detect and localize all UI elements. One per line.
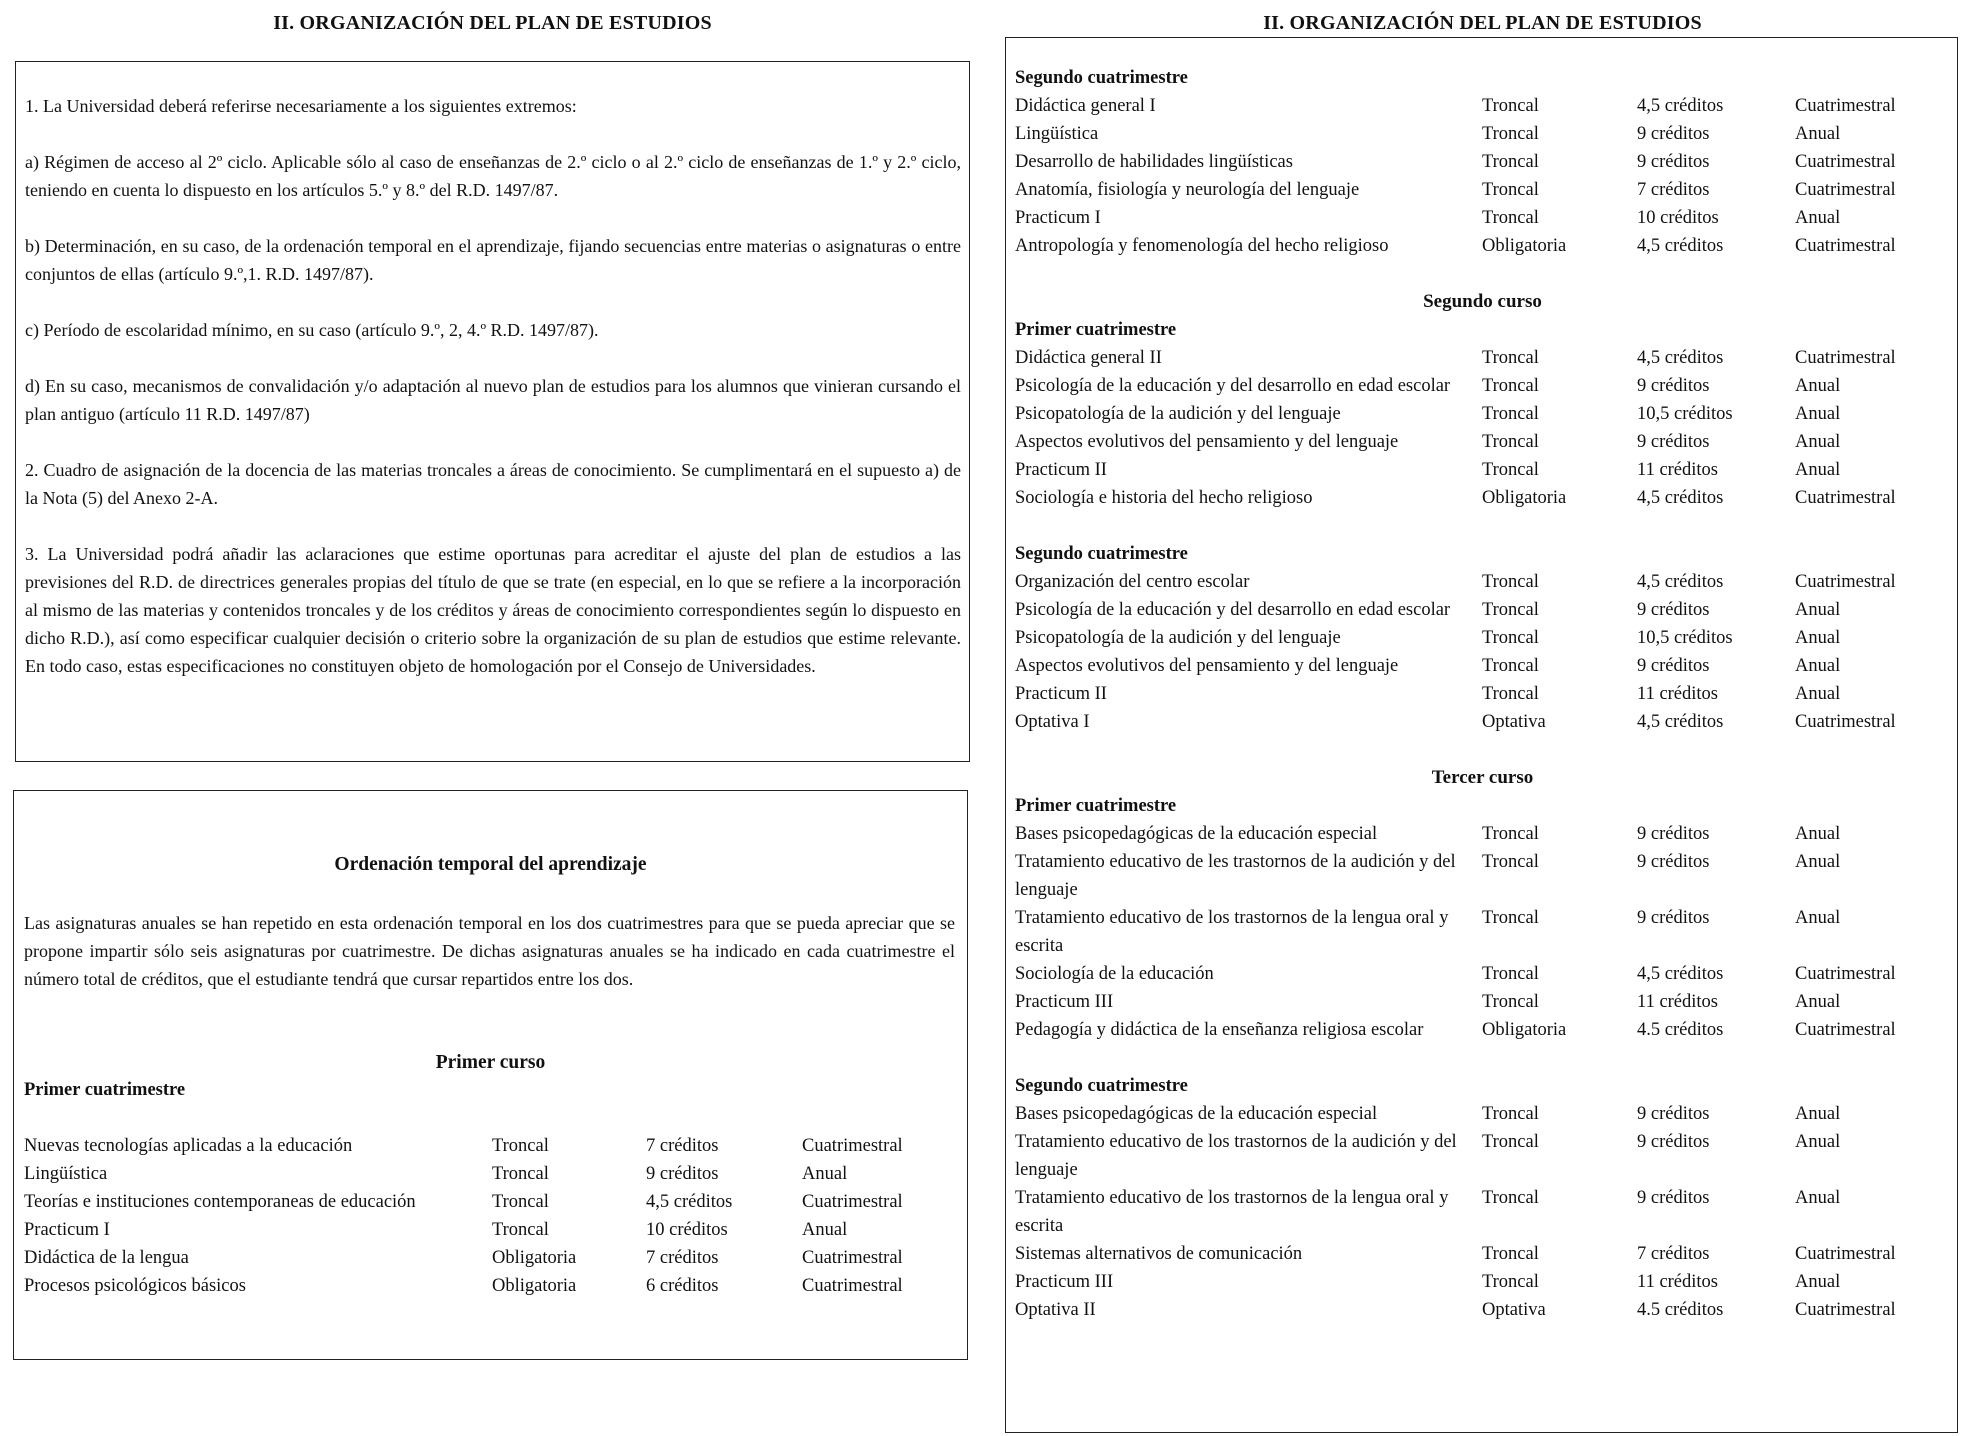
table-row [1015, 1184, 1950, 1240]
subject-credits: 4.5 créditos [1637, 1300, 1724, 1320]
subject-credits: 9 créditos [1637, 600, 1710, 620]
subject-type: Troncal [1482, 404, 1539, 424]
subject-credits: 11 créditos [1637, 460, 1719, 480]
subject-name: Tratamiento educativo de los trastornos de la audición y del lenguaje [1015, 1132, 1457, 1180]
subject-duration: Anual [1795, 1188, 1841, 1208]
subject-credits: 4,5 créditos [1637, 964, 1724, 984]
subject-type: Troncal [1482, 432, 1539, 452]
note-a: a) Régimen de acceso al 2º ciclo. Aplicable sólo al caso de enseñanzas de 2.º ciclo o al 2.º ciclo de enseñanzas de 1.º y 2.º ciclo, teniendo en cuenta lo dispuesto en los artículos 5.º y 8.º del R.D. 1497/87. [25, 152, 961, 200]
subject-duration: Cuatrimestral [802, 1248, 903, 1268]
subject-duration: Cuatrimestral [1795, 1020, 1896, 1040]
subject-name: Anatomía, fisiología y neurología del lenguaje [1015, 180, 1360, 200]
subject-type: Troncal [1482, 208, 1539, 228]
table-row [1015, 624, 1950, 652]
subject-type: Troncal [1482, 1104, 1539, 1124]
subject-type: Troncal [1482, 600, 1539, 620]
subject-type: Obligatoria [1482, 236, 1567, 256]
subject-duration: Anual [1795, 656, 1841, 676]
course-heading: Segundo curso [1423, 291, 1542, 312]
subject-name: Antropología y fenomenología del hecho religioso [1015, 236, 1389, 256]
subject-credits: 4,5 créditos [1637, 96, 1724, 116]
right-plan-content [1015, 64, 1950, 1324]
subject-duration: Anual [1795, 992, 1841, 1012]
right-plan-box [1005, 37, 1958, 1433]
subject-name: Didáctica general II [1015, 348, 1162, 368]
block-spacer [1015, 512, 1950, 540]
subject-credits: 7 créditos [646, 1136, 719, 1156]
subject-name: Nuevas tecnologías aplicadas a la educación [24, 1136, 353, 1156]
semester-heading: Segundo cuatrimestre [1015, 544, 1188, 564]
subject-credits: 11 créditos [1637, 1272, 1719, 1292]
subject-name: Practicum III [1015, 1272, 1114, 1292]
semester-heading: Primer cuatrimestre [1015, 320, 1177, 340]
table-row [1015, 848, 1950, 904]
course-heading: Tercer curso [1431, 767, 1534, 788]
subject-duration: Anual [802, 1164, 848, 1184]
subject-name: Tratamiento educativo de los trastornos de la lengua oral y escrita [1015, 1188, 1449, 1236]
subject-credits: 9 créditos [1637, 1104, 1710, 1124]
subject-type: Optativa [1482, 712, 1546, 732]
subject-name: Psicología de la educación y del desarrollo en edad escolar [1015, 376, 1451, 396]
subject-name: Didáctica de la lengua [24, 1248, 189, 1268]
table-row [1015, 904, 1950, 960]
subject-credits: 10,5 créditos [1637, 404, 1733, 424]
subject-type: Troncal [1482, 992, 1539, 1012]
subject-name: Practicum I [1015, 208, 1101, 228]
first-semester-heading: Primer cuatrimestre [24, 1080, 186, 1100]
subject-credits: 4,5 créditos [1637, 488, 1724, 508]
subject-type: Troncal [1482, 908, 1539, 928]
subject-credits: 4,5 créditos [1637, 572, 1724, 592]
subject-duration: Cuatrimestral [1795, 1300, 1896, 1320]
subject-duration: Cuatrimestral [1795, 488, 1896, 508]
subject-credits: 9 créditos [1637, 1188, 1710, 1208]
subject-type: Obligatoria [492, 1276, 577, 1296]
left-page-title: II. ORGANIZACIÓN DEL PLAN DE ESTUDIOS [273, 12, 712, 34]
subject-type: Obligatoria [1482, 488, 1567, 508]
semester-heading: Segundo cuatrimestre [1015, 1076, 1188, 1096]
subject-duration: Cuatrimestral [1795, 236, 1896, 256]
ordenacion-intro: Las asignaturas anuales se han repetido en esta ordenación temporal en los dos cuatrimestres para que se pueda apreciar que se propone impartir sólo seis asignaturas por cuatrimestre. De dichas asignaturas anuales se ha indicado en cada cuatrimestre el número total de créditos, que el estudiante tendrá que cursar repartidos entre los dos. [24, 913, 955, 989]
subject-name: Optativa II [1015, 1300, 1096, 1320]
subject-name: Psicopatología de la audición y del lenguaje [1015, 404, 1341, 424]
table-row [24, 1160, 959, 1188]
table-row [1015, 372, 1950, 400]
table-row [1015, 680, 1950, 708]
table-row [1015, 1296, 1950, 1324]
note-b: b) Determinación, en su caso, de la ordenación temporal en el aprendizaje, fijando secuencias entre materias o asignaturas o entre conjuntos de ellas (artículo 9.º,1. R.D. 1497/87). [25, 236, 961, 284]
subject-duration: Cuatrimestral [1795, 180, 1896, 200]
subject-name: Practicum III [1015, 992, 1114, 1012]
semester-heading: Segundo cuatrimestre [1015, 68, 1188, 88]
subject-credits: 9 créditos [1637, 376, 1710, 396]
table-row [24, 1272, 959, 1300]
subject-name: Aspectos evolutivos del pensamiento y del lenguaje [1015, 656, 1399, 676]
subject-credits: 4.5 créditos [1637, 1020, 1724, 1040]
note-c: c) Período de escolaridad mínimo, en su caso (artículo 9.º, 2, 4.º R.D. 1497/87). [25, 320, 599, 340]
table-row [1015, 1128, 1950, 1184]
subject-duration: Cuatrimestral [802, 1136, 903, 1156]
subject-duration: Anual [1795, 1272, 1841, 1292]
subject-type: Troncal [492, 1164, 549, 1184]
table-row [1015, 148, 1950, 176]
table-row [1015, 960, 1950, 988]
subject-credits: 9 créditos [1637, 824, 1710, 844]
table-row [24, 1216, 959, 1244]
subject-credits: 10,5 créditos [1637, 628, 1733, 648]
notes-box [15, 61, 970, 762]
subject-credits: 4,5 créditos [646, 1192, 733, 1212]
table-row [1015, 596, 1950, 624]
subject-type: Troncal [1482, 656, 1539, 676]
table-row [1015, 456, 1950, 484]
subject-credits: 11 créditos [1637, 992, 1719, 1012]
subject-duration: Anual [1795, 1104, 1841, 1124]
subject-name: Practicum II [1015, 684, 1107, 704]
table-row [1015, 232, 1950, 260]
first-course-heading: Primer curso [435, 1052, 546, 1073]
subject-name: Optativa I [1015, 712, 1090, 732]
subject-type: Troncal [1482, 376, 1539, 396]
subject-duration: Anual [1795, 628, 1841, 648]
subject-name: Organización del centro escolar [1015, 572, 1250, 592]
table-row [1015, 1100, 1950, 1128]
subject-credits: 7 créditos [646, 1248, 719, 1268]
subject-credits: 6 créditos [646, 1276, 719, 1296]
subject-name: Tratamiento educativo de les trastornos de la audición y del lenguaje [1015, 852, 1456, 900]
subject-duration: Anual [1795, 404, 1841, 424]
table-row [1015, 176, 1950, 204]
subject-name: Lingüística [24, 1164, 108, 1184]
subject-type: Troncal [1482, 96, 1539, 116]
subject-duration: Anual [1795, 600, 1841, 620]
note-1: 1. La Universidad deberá referirse necesariamente a los siguientes extremos: [25, 96, 577, 116]
subject-duration: Anual [1795, 908, 1841, 928]
subject-duration: Cuatrimestral [802, 1192, 903, 1212]
subject-type: Troncal [1482, 1244, 1539, 1264]
note-2: 2. Cuadro de asignación de la docencia de las materias troncales a áreas de conocimiento. Se cumplimentará en el supuesto a) de la Nota (5) del Anexo 2-A. [25, 460, 961, 508]
subject-type: Obligatoria [492, 1248, 577, 1268]
semester-heading: Primer cuatrimestre [1015, 796, 1177, 816]
subject-duration: Anual [1795, 208, 1841, 228]
ordenacion-box [13, 790, 968, 1360]
block-spacer [1015, 736, 1950, 764]
block-spacer [1015, 1044, 1950, 1072]
table-row [1015, 484, 1950, 512]
subject-type: Troncal [1482, 852, 1539, 872]
subject-name: Tratamiento educativo de los trastornos de la lengua oral y escrita [1015, 908, 1449, 956]
subject-name: Bases psicopedagógicas de la educación especial [1015, 824, 1378, 844]
subject-name: Procesos psicológicos básicos [24, 1276, 246, 1296]
subject-name: Psicopatología de la audición y del lenguaje [1015, 628, 1341, 648]
subject-credits: 10 créditos [646, 1220, 728, 1240]
subject-duration: Anual [1795, 824, 1841, 844]
note-d: d) En su caso, mecanismos de convalidación y/o adaptación al nuevo plan de estudios para los alumnos que vinieran cursando el plan antiguo (artículo 11 R.D. 1497/87) [25, 376, 961, 424]
subject-name: Desarrollo de habilidades lingüísticas [1015, 152, 1293, 172]
subject-type: Troncal [492, 1136, 549, 1156]
subject-name: Sistemas alternativos de comunicación [1015, 1244, 1303, 1264]
table-row [24, 1188, 959, 1216]
table-row [1015, 400, 1950, 428]
table-row [1015, 120, 1950, 148]
subject-type: Troncal [1482, 124, 1539, 144]
subject-duration: Anual [1795, 684, 1841, 704]
subject-credits: 9 créditos [1637, 1132, 1710, 1152]
subject-credits: 11 créditos [1637, 684, 1719, 704]
subject-type: Troncal [1482, 460, 1539, 480]
note-3: 3. La Universidad podrá añadir las aclaraciones que estime oportunas para acreditar el ajuste del plan de estudios a las previsiones del R.D. de directrices generales propias del título de que se trate (en especial, en lo que se refiere a la incorporación al mismo de las materias y contenidos troncales y de los créditos y áreas de conocimiento correspondientes según lo dispuesto en dicho R.D.), así como especificar cualquier decisión o criterio sobre la organización de su plan de estudios que estime relevante. En todo caso, estas especificaciones no constituyen objeto de homologación por el Consejo de Universidades. [25, 544, 961, 676]
subject-credits: 4,5 créditos [1637, 348, 1724, 368]
subject-type: Troncal [492, 1192, 549, 1212]
subject-duration: Cuatrimestral [1795, 96, 1896, 116]
subject-duration: Anual [1795, 1132, 1841, 1152]
subject-type: Troncal [1482, 348, 1539, 368]
subject-duration: Cuatrimestral [1795, 348, 1896, 368]
subject-name: Practicum II [1015, 460, 1107, 480]
subject-credits: 7 créditos [1637, 180, 1710, 200]
subject-name: Bases psicopedagógicas de la educación especial [1015, 1104, 1378, 1124]
table-row [1015, 568, 1950, 596]
subject-name: Aspectos evolutivos del pensamiento y del lenguaje [1015, 432, 1399, 452]
subject-duration: Cuatrimestral [1795, 712, 1896, 732]
subject-name: Teorías e instituciones contemporaneas de educación [24, 1192, 416, 1212]
subject-credits: 9 créditos [1637, 908, 1710, 928]
subject-type: Troncal [1482, 152, 1539, 172]
subject-name: Didáctica general I [1015, 96, 1156, 116]
subject-type: Troncal [1482, 572, 1539, 592]
table-row [24, 1132, 959, 1160]
subject-type: Obligatoria [1482, 1020, 1567, 1040]
table-row [1015, 988, 1950, 1016]
table-row [1015, 820, 1950, 848]
subject-credits: 9 créditos [646, 1164, 719, 1184]
subject-credits: 7 créditos [1637, 1244, 1710, 1264]
table-row [1015, 708, 1950, 736]
subject-name: Practicum I [24, 1220, 110, 1240]
table-row [1015, 1016, 1950, 1044]
subject-credits: 10 créditos [1637, 208, 1719, 228]
subject-credits: 4,5 créditos [1637, 236, 1724, 256]
subject-type: Troncal [1482, 964, 1539, 984]
first-course-table [24, 1132, 959, 1300]
subject-credits: 9 créditos [1637, 852, 1710, 872]
subject-type: Optativa [1482, 1300, 1546, 1320]
subject-credits: 9 créditos [1637, 656, 1710, 676]
subject-type: Troncal [1482, 1272, 1539, 1292]
subject-name: Pedagogía y didáctica de la enseñanza religiosa escolar [1015, 1020, 1424, 1040]
subject-name: Sociología de la educación [1015, 964, 1214, 984]
subject-type: Troncal [1482, 824, 1539, 844]
subject-duration: Anual [1795, 376, 1841, 396]
subject-name: Psicología de la educación y del desarrollo en edad escolar [1015, 600, 1451, 620]
subject-type: Troncal [1482, 628, 1539, 648]
subject-type: Troncal [1482, 180, 1539, 200]
subject-duration: Cuatrimestral [1795, 572, 1896, 592]
subject-duration: Anual [1795, 432, 1841, 452]
subject-type: Troncal [1482, 684, 1539, 704]
subject-duration: Anual [1795, 460, 1841, 480]
ordenacion-title: Ordenación temporal del aprendizaje [334, 854, 647, 875]
subject-credits: 9 créditos [1637, 152, 1710, 172]
subject-duration: Cuatrimestral [1795, 1244, 1896, 1264]
subject-credits: 4,5 créditos [1637, 712, 1724, 732]
subject-credits: 9 créditos [1637, 124, 1710, 144]
table-row [24, 1244, 959, 1272]
subject-type: Troncal [1482, 1132, 1539, 1152]
subject-duration: Anual [802, 1220, 848, 1240]
table-row [1015, 344, 1950, 372]
table-row [1015, 428, 1950, 456]
table-row [1015, 652, 1950, 680]
subject-credits: 9 créditos [1637, 432, 1710, 452]
subject-duration: Anual [1795, 124, 1841, 144]
subject-duration: Cuatrimestral [1795, 964, 1896, 984]
table-row [1015, 1240, 1950, 1268]
table-row [1015, 92, 1950, 120]
block-spacer [1015, 260, 1950, 288]
subject-duration: Anual [1795, 852, 1841, 872]
subject-name: Lingüística [1015, 124, 1099, 144]
subject-duration: Cuatrimestral [1795, 152, 1896, 172]
table-row [1015, 1268, 1950, 1296]
table-row [1015, 204, 1950, 232]
right-page-title: II. ORGANIZACIÓN DEL PLAN DE ESTUDIOS [1263, 12, 1702, 34]
subject-name: Sociología e historia del hecho religioso [1015, 488, 1313, 508]
subject-type: Troncal [1482, 1188, 1539, 1208]
subject-type: Troncal [492, 1220, 549, 1240]
subject-duration: Cuatrimestral [802, 1276, 903, 1296]
